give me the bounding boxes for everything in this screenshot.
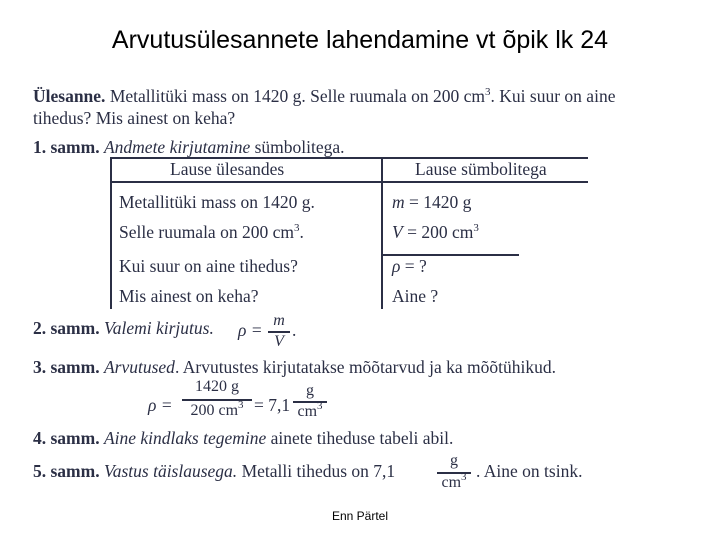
step-1-label: 1. samm. — [33, 137, 100, 157]
table-cell-r4-c2: Aine ? — [392, 286, 439, 306]
value-rho: = ? — [400, 256, 427, 276]
rho-symbol: ρ = — [238, 320, 263, 340]
fraction-numerator: m — [273, 312, 285, 329]
step-3-unit — [293, 382, 327, 422]
step-3-label: 3. samm. — [33, 357, 100, 377]
unit-denominator: $cm^3$ — [441, 471, 467, 491]
step-5-unit — [437, 452, 471, 494]
step-2-dot: . — [292, 320, 297, 340]
table-middle-rule — [381, 157, 383, 309]
table-header-rule — [110, 181, 588, 183]
step-3-fraction — [182, 378, 252, 422]
fraction-denominator: V — [274, 333, 284, 350]
value-v-sup: 3 — [473, 222, 479, 234]
table-cell-r1-c2 — [392, 192, 471, 213]
table-left-rule — [110, 157, 112, 309]
table-cell-r3-c2 — [392, 256, 427, 277]
table-cell-r1-c1: Metallitüki mass on 1420 g. — [119, 192, 315, 212]
fraction-numerator: 1420 g — [195, 378, 239, 395]
symbol-v: V — [392, 222, 403, 242]
problem-label: Ülesanne. — [33, 86, 106, 106]
step-5-label: 5. samm. — [33, 461, 100, 481]
step-3-rho — [148, 395, 173, 416]
unit-denominator: $cm^3$ — [297, 400, 323, 420]
r2-text: Selle ruumala on 200 cm — [119, 222, 294, 242]
step-4-italic: Aine kindlaks tegemine — [103, 428, 267, 448]
table-cell-r3-c1: Kui suur on aine tihedus? — [119, 256, 298, 276]
step-2-fraction — [268, 312, 290, 352]
problem-line-1 — [33, 86, 615, 107]
problem-text-1b: . Kui suur on aine — [490, 86, 616, 106]
unit-numerator: g — [306, 382, 314, 399]
unit-numerator: g — [450, 452, 458, 469]
rho-symbol-2: ρ = — [148, 395, 173, 415]
step-4 — [33, 428, 453, 449]
footer-author: Enn Pärtel — [331, 509, 389, 523]
step-2 — [33, 318, 214, 339]
step-5 — [33, 461, 395, 482]
step-5-rest: Metalli tihedus on 7,1 — [237, 461, 396, 481]
fraction-denominator: 200 $cm^3$ — [190, 399, 244, 419]
step-2-italic: Valemi kirjutus. — [103, 318, 214, 338]
problem-line-2: tihedus? Mis ainest on keha? — [33, 108, 236, 128]
step-2-rho — [238, 320, 263, 341]
step-3-italic: Arvutused — [103, 357, 175, 377]
step-1-italic: Andmete kirjutamine — [103, 137, 251, 157]
table-cell-r2-c2 — [392, 222, 479, 243]
problem-text-1: Metallitüki mass on 1420 g. Selle ruumala on 200 cm — [109, 86, 486, 106]
step-1 — [33, 137, 345, 158]
step-2-label: 2. samm. — [33, 318, 100, 338]
step-3 — [33, 357, 556, 378]
r2-dot: . — [299, 222, 304, 242]
step-1-rest: sümbolitega. — [250, 137, 345, 157]
table-header-2: Lause sümbolitega — [415, 159, 547, 179]
value-m: = 1420 g — [404, 192, 472, 212]
table-cell-r2-c1 — [119, 222, 304, 243]
problem-sup: 3 — [485, 86, 491, 98]
step-3-rest: . Arvutustes kirjutatakse mõõtarvud ja ka mõõtühikud. — [174, 357, 556, 377]
step-3-result: = 7,1 — [254, 395, 291, 415]
r2-sup: 3 — [293, 222, 300, 234]
step-5-italic: Vastus täislausega. — [103, 461, 238, 481]
step-5-end: . Aine on tsink. — [476, 461, 583, 481]
symbol-m: m — [392, 192, 405, 212]
step-4-rest: ainete tiheduse tabeli abil. — [266, 428, 454, 448]
step-4-label: 4. samm. — [33, 428, 100, 448]
symbol-rho: ρ — [392, 256, 401, 276]
slide-title: Arvutusülesannete lahendamine vt õpik lk 24 — [111, 26, 609, 54]
table-header-1: Lause ülesandes — [170, 159, 285, 179]
value-v: = 200 cm — [402, 222, 474, 242]
table-cell-r4-c1: Mis ainest on keha? — [119, 286, 259, 306]
data-table — [110, 157, 588, 309]
